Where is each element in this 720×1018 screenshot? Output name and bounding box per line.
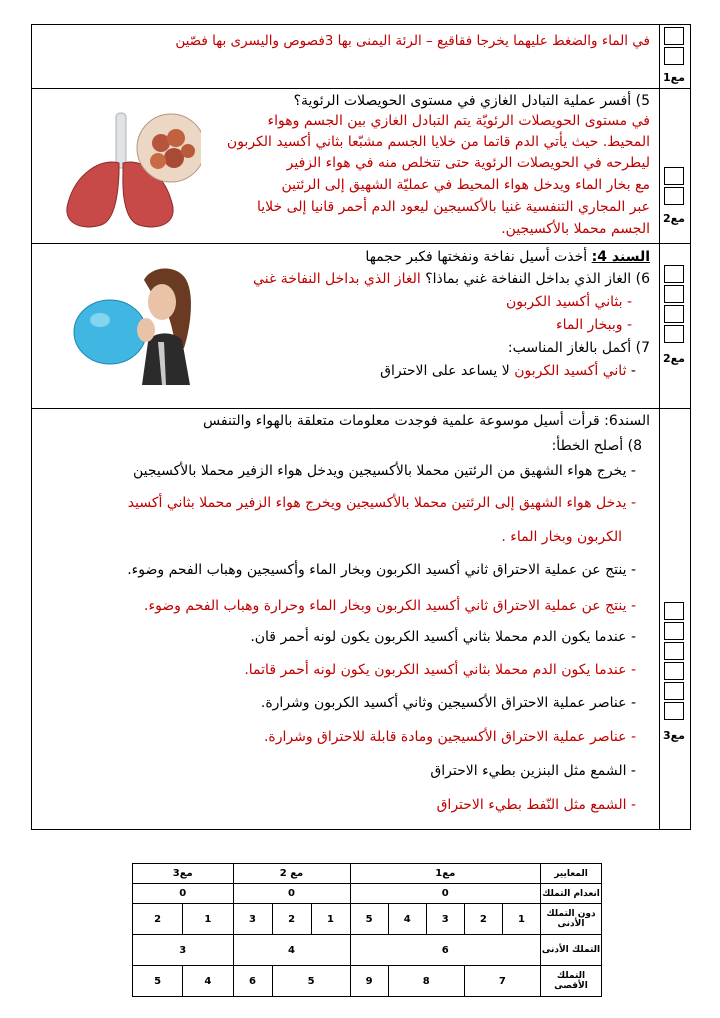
score-cell: 4 — [183, 966, 233, 997]
fix-4: - عناصر عملية الاحتراق الأكسيجين ومادة قابلة للاحتراق وشرارة. — [263, 729, 636, 745]
fix-3: - عندما يكون الدم محملا بثاني أكسيد الكربون يكون لونه أحمر قاتما. — [244, 662, 636, 678]
row1-line-1: في الماء والضغط عليهما يخرجا فقاقيع – الرئة اليمنى بها 3فصوص واليسرى بها فصّين — [175, 33, 650, 49]
fix-5: - الشمع مثل النّفط بطيء الاحتراق — [436, 797, 636, 813]
header-m2: مع 2 — [233, 864, 350, 884]
answer-5-line-1: في مستوى الحويصلات الرئويّة يتم التبادل الغازي بين الجسم وهواء — [267, 113, 650, 129]
criterion-cell-3 — [659, 244, 690, 408]
fix-1-line-1: - يدخل هواء الشهيق إلى الرئتين محملا بالأكسيجين ويخرج هواء الزفير محملا بثاني أكسيد — [127, 495, 636, 511]
lungs-illustration — [56, 103, 201, 233]
score-cell: 3 — [133, 935, 234, 966]
criterion-cell-2 — [659, 89, 690, 243]
row-label: انعدام التملك — [541, 884, 602, 904]
answer-6-line-1: - بثاني أكسيد الكربون — [506, 294, 632, 310]
scoring-table — [132, 863, 602, 997]
score-cell: 3 — [233, 904, 272, 935]
score-cell: 2 — [272, 904, 311, 935]
score-cell: 8 — [388, 966, 464, 997]
score-cell: 6 — [350, 935, 540, 966]
score-cell: 4 — [388, 904, 426, 935]
score-cell: 2 — [133, 904, 183, 935]
error-4: - عناصر عملية الاحتراق الأكسيجين وثاني أكسيد الكربون وشرارة. — [260, 695, 636, 711]
source-4-text: أخذت أسيل نفاخة ونفختها فكبر حجمها — [365, 249, 588, 265]
error-3: - عندما يكون الدم محملا بثاني أكسيد الكربون يكون لونه أحمر قان. — [250, 629, 636, 645]
score-cell: 3 — [426, 904, 464, 935]
source-4 — [365, 247, 650, 267]
source-4-title: السند 4: — [591, 249, 650, 265]
answer-5-line-3: ليطرحه في الحويصلات الرئوية حتى تتخلص منه في هواء الزفير — [286, 155, 650, 171]
error-2: - ينتج عن عملية الاحتراق ثاني أكسيد الكربون وبخار الماء وأكسيجين وهباب الفحم وضوء. — [127, 562, 636, 578]
score-cell: 4 — [233, 935, 350, 966]
question-6: 6) الغاز الذي بداخل النفاخة غني بماذا؟ الغاز الذي بداخل النفاخة غني — [253, 271, 650, 287]
criterion-label: مع2 — [663, 352, 685, 365]
row-label: دون التملك الأدنى — [541, 904, 602, 935]
worksheet-frame — [31, 24, 691, 830]
header-criteria: المعايير — [541, 864, 602, 884]
row-3 — [32, 244, 690, 409]
header-m3: مع3 — [133, 864, 234, 884]
row-label: التملك الأدنى — [541, 935, 602, 966]
source-6: السند6: قرأت أسيل موسوعة علمية فوجدت معلومات متعلقة بالهواء والتنفس — [203, 413, 650, 429]
score-cell: 2 — [464, 904, 502, 935]
row-label: التملك الأقصى — [541, 966, 602, 997]
header-m1: مع1 — [350, 864, 540, 884]
error-1: - يخرج هواء الشهيق من الرئتين محملا بالأكسيجين ويدخل هواء الزفير محملا بالأكسيجين — [132, 463, 636, 479]
criterion-label: مع3 — [663, 729, 685, 742]
criterion-cell-1 — [659, 25, 690, 88]
criterion-cell-4 — [659, 409, 690, 829]
score-cell: 7 — [464, 966, 540, 997]
criterion-label: مع2 — [663, 212, 685, 225]
score-cell: 5 — [133, 966, 183, 997]
row-2 — [32, 89, 690, 244]
score-cell: 1 — [183, 904, 233, 935]
score-cell: 1 — [502, 904, 540, 935]
answer-6-line-2: - وببخار الماء — [556, 317, 632, 333]
score-cell: 1 — [311, 904, 350, 935]
score-cell: 0 — [350, 884, 540, 904]
answer-5-line-4: مع بخار الماء ويدخل هواء المحيط في عمليّة الشهيق إلى الرئتين — [281, 177, 650, 193]
balloon-girl-illustration — [72, 260, 197, 385]
question-8: 8) أصلح الخطأ: — [551, 438, 642, 454]
fix-1-line-2: الكربون وبخار الماء . — [501, 529, 622, 545]
score-cell: 5 — [350, 904, 388, 935]
score-cell: 6 — [233, 966, 272, 997]
answer-5-line-6: الجسم محملا بالأكسيجين. — [501, 221, 650, 237]
score-cell: 9 — [350, 966, 388, 997]
row-4 — [32, 409, 690, 829]
answer-5-line-5: عبر المجاري التنفسية غنيا بالأكسيجين ليعود الدم أحمر قانيا إلى خلايا — [256, 199, 650, 215]
question-7: 7) أكمل بالغاز المناسب: — [507, 340, 650, 356]
error-5: - الشمع مثل البنزين بطيء الاحتراق — [430, 763, 636, 779]
fix-2: - ينتج عن عملية الاحتراق ثاني أكسيد الكربون وبخار الماء وحرارة وهباب الفحم وضوء. — [144, 598, 636, 614]
criterion-label: مع1 — [663, 71, 685, 84]
question-5: 5) أفسر عملية التبادل الغازي في مستوى الحويصلات الرئوية؟ — [293, 93, 650, 109]
answer-7: - ثاني أكسيد الكربون لا يساعد على الاحتراق — [380, 363, 636, 379]
score-cell: 0 — [133, 884, 234, 904]
score-cell: 0 — [233, 884, 350, 904]
score-cell: 5 — [272, 966, 350, 997]
answer-5-line-2: المحيط. حيث يأتي الدم قاتما من خلايا الجسم مشبّعا بثاني أكسيد الكربون — [226, 134, 650, 150]
row-1 — [32, 25, 690, 89]
